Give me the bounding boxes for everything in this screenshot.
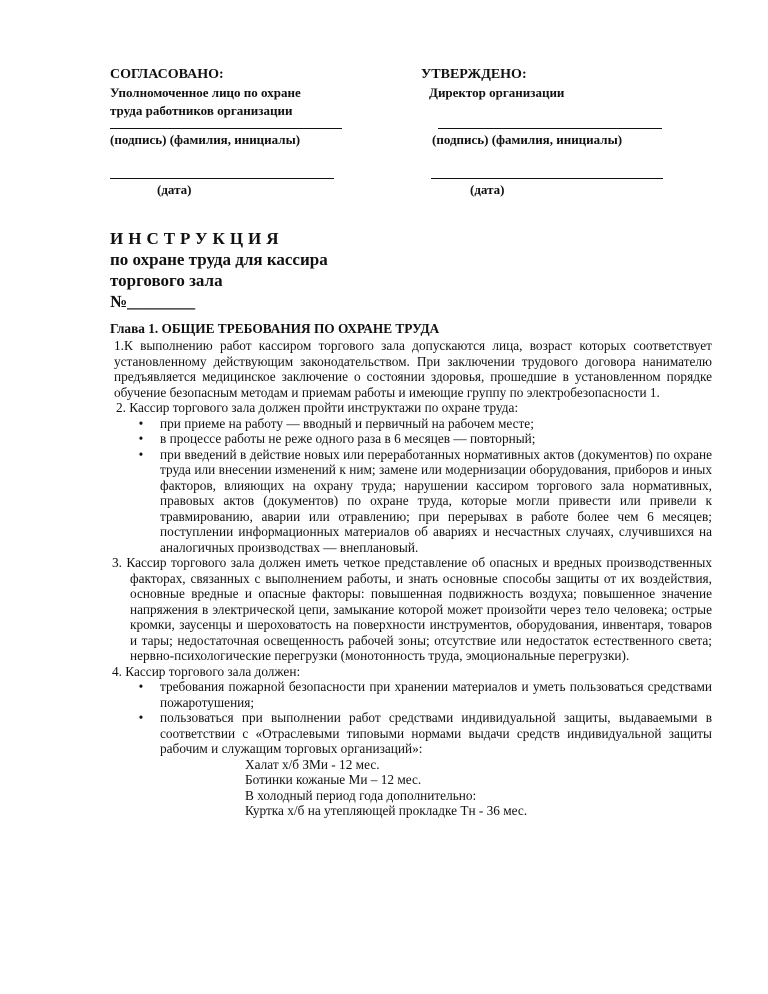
date-line-right — [431, 178, 663, 179]
ppe-item: В холодный период года дополнительно: — [245, 787, 477, 803]
paragraph-2: 2. Кассир торгового зала должен пройти инструктажи по охране труда: — [116, 400, 519, 415]
approval-left-position-line1: Уполномоченное лицо по охране — [110, 85, 301, 100]
list-item: • в процессе работы не реже одного раза в 6 месяцев — повторный; — [160, 431, 712, 447]
document-number: №________ — [110, 292, 196, 311]
duties-list — [138, 679, 712, 757]
ppe-item: Халат х/б ЗМи - 12 мес. — [245, 756, 380, 772]
signature-caption-right: (подпись) (фамилия, инициалы) — [432, 132, 623, 147]
list-item: • при приеме на работу — вводный и первичный на рабочем месте; — [160, 416, 712, 432]
list-item: • пользоваться при выполнении работ средствами индивидуальной защиты, выдаваемыми в соответствии с «Отраслевыми типовыми нормами выдачи средств индивидуальной защиты рабочим и служащим торговых организаций»: — [160, 710, 712, 757]
date-line-left — [110, 178, 334, 179]
signature-line-left — [110, 128, 342, 129]
chapter-heading: Глава 1. ОБЩИЕ ТРЕБОВАНИЯ ПО ОХРАНЕ ТРУДА — [110, 321, 440, 336]
approval-right — [421, 66, 681, 102]
signature-caption-left: (подпись) (фамилия, инициалы) — [110, 132, 301, 147]
ppe-list — [245, 757, 712, 819]
ppe-item: Куртка х/б на утепляющей прокладке Тн - 36 мес. — [245, 803, 528, 818]
ppe-item: Ботинки кожаные Ми – 12 мес. — [245, 772, 422, 787]
bullet-icon: • — [138, 415, 144, 431]
signature-line-right — [438, 128, 662, 129]
chapter-body — [112, 338, 712, 819]
approval-left-title: СОГЛАСОВАНО: — [110, 67, 224, 82]
paragraph-3: 3. Кассир торгового зала должен иметь четкое представление об опасных и вредных производственных факторах, связанных с выполнением работы, и знать основные способы защиты от их воздействия, основные вредные и опасные факторы: повышенная подвижность воздуха; повышенное значение напряжения в электрической цепи, замыкание которой может произойти через тело человека; острые кромки, заусенцы и шероховатость на поверхности инструментов, оборудования, инвентаря, товаров и тары; недостаточная освещенность рабочей зоны; отсутствие или недостаток естественного света; нервно-психологические перегрузки (монотонность труда, эмоциональные перегрузки). — [112, 555, 712, 663]
date-caption-left: (дата) — [157, 182, 192, 197]
list-item: • при введений в действие новых или переработанных нормативных актов (документов) по охране труда или внесении изменений к ним; замене или модернизации оборудования, приборов и иных факторов, влияющих на охрану труда; нарушении кассиром торгового зала нормативных, правовых актов (документов) по охране труда, которые могли привести или привели к травмированию, аварии или отравлению; при перерывах в работе более чем 6 месяцев; поступлении информационных материалов об авариях и несчастных случаях, случившихся на аналогичных производствах — внеплановый. — [160, 447, 712, 556]
bullet-icon: • — [138, 446, 144, 462]
title-line2: по охране труда для кассира — [110, 250, 328, 269]
bullet-icon: • — [138, 431, 144, 446]
approval-left — [110, 66, 370, 120]
approval-left-position-line2: труда работников организации — [110, 103, 293, 118]
bullet-icon: • — [138, 679, 144, 694]
instruction-list — [138, 415, 712, 556]
approval-right-position: Директор организации — [429, 85, 565, 100]
paragraph-1: 1.К выполнению работ кассиром торгового зала допускаются лица, возраст которых соответствует установленному действующим законодательством. При заключении трудового договора нанимателю предъявляется медицинское заключение о состоянии здоровья, прошедшие в установленном порядке обучение безопасным методам и приемам работы и имеющие группу по электробезопасности 1. — [114, 338, 712, 400]
approval-right-title: УТВЕРЖДЕНО: — [421, 67, 527, 82]
paragraph-4: 4. Кассир торгового зала должен: — [112, 663, 301, 679]
title-line3: торгового зала — [110, 271, 223, 290]
bullet-icon: • — [138, 710, 144, 725]
document-title — [110, 228, 410, 312]
list-item: • требования пожарной безопасности при хранении материалов и уметь пользоваться средствами пожаротушения; — [160, 679, 712, 710]
date-caption-right: (дата) — [470, 182, 505, 197]
title-word: ИНСТРУКЦИЯ — [110, 229, 284, 248]
